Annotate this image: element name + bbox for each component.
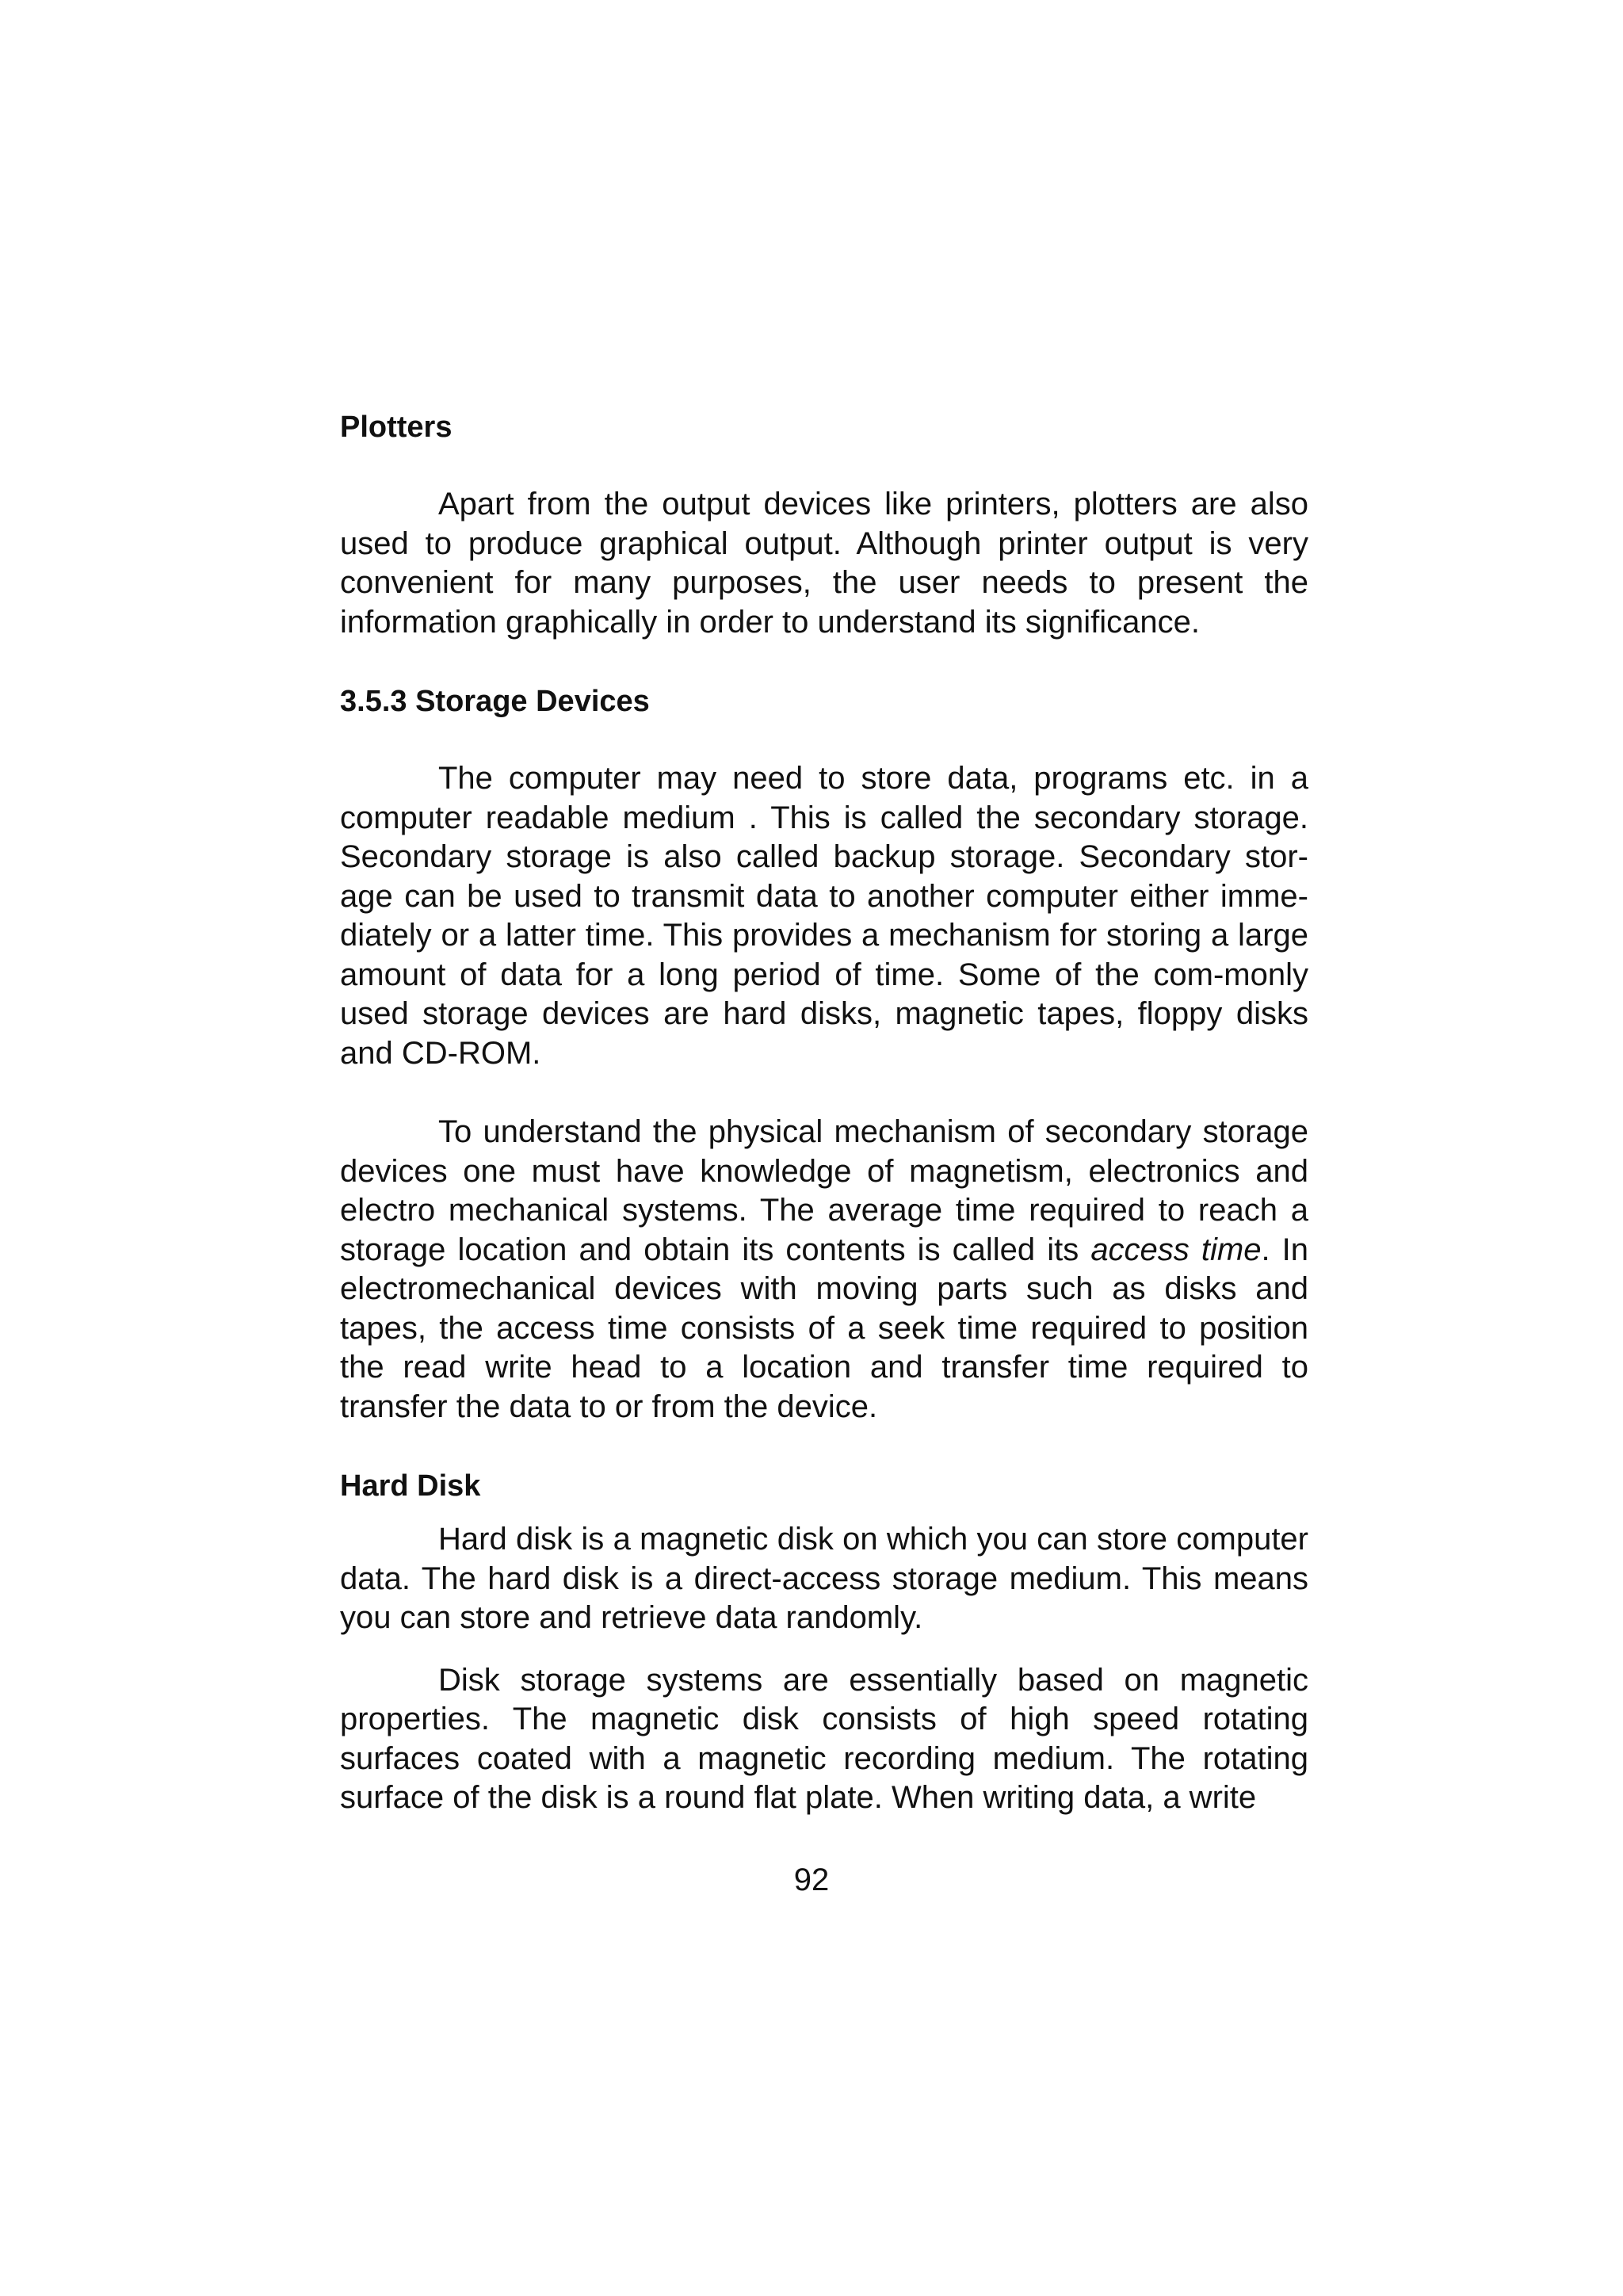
heading-storage-devices: 3.5.3 Storage Devices [340, 685, 650, 718]
page-number: 92 [793, 1862, 830, 1897]
heading-hard-disk: Hard Disk [340, 1469, 481, 1503]
page-content [340, 407, 1308, 1818]
paragraph-hard-disk-storage: Disk storage systems are essentially based on magnetic properties. The magnetic disk consists of high speed rotating surfaces coated with a magnetic recording medium. The rotating surface of the disk is a round flat plate. When writing data, a write [340, 1662, 1308, 1815]
paragraph-storage-mechanism-text-2: . In electromechanical devices with moving parts such as disks and tapes, the access time consists of a seek time required to position the read write head to a location and transfer time required to transfer the data to or from the device. [340, 1232, 1309, 1424]
paragraph-storage-intro: The computer may need to store data, programs etc. in a computer readable medium . This is called the secondary storage. Secondary storage is also called backup storage. Secondary stor-age can be used to transmit data to another computer either imme-diately or a latter time. This provides a mechanism for storing a large amount of data for a long period of time. Some of the com-monly used storage devices are hard disks, magnetic tapes, floppy disks and CD-ROM. [340, 761, 1308, 1071]
paragraph-plotters: Apart from the output devices like printers, plotters are also used to produce graphical output. Although printer output is very convenient for many purposes, the user needs to present the information graphically in order to understand its significance. [340, 487, 1308, 640]
paragraph-hard-disk-intro: Hard disk is a magnetic disk on which you can store computer data. The hard disk is a direct-access storage medium. This means you can store and retrieve data randomly. [340, 1522, 1308, 1635]
term-access-time: access time [1090, 1232, 1262, 1267]
paragraph-storage-mechanism-text-1: To understand the physical mechanism of secondary storage devices one must have knowledge of magnetism, electronics and electro mechanical systems. The average time required to reach a storage location and obtain its contents is called its [340, 1114, 1308, 1267]
paragraph-storage-mechanism [340, 1113, 1308, 1427]
heading-plotters: Plotters [340, 411, 453, 444]
